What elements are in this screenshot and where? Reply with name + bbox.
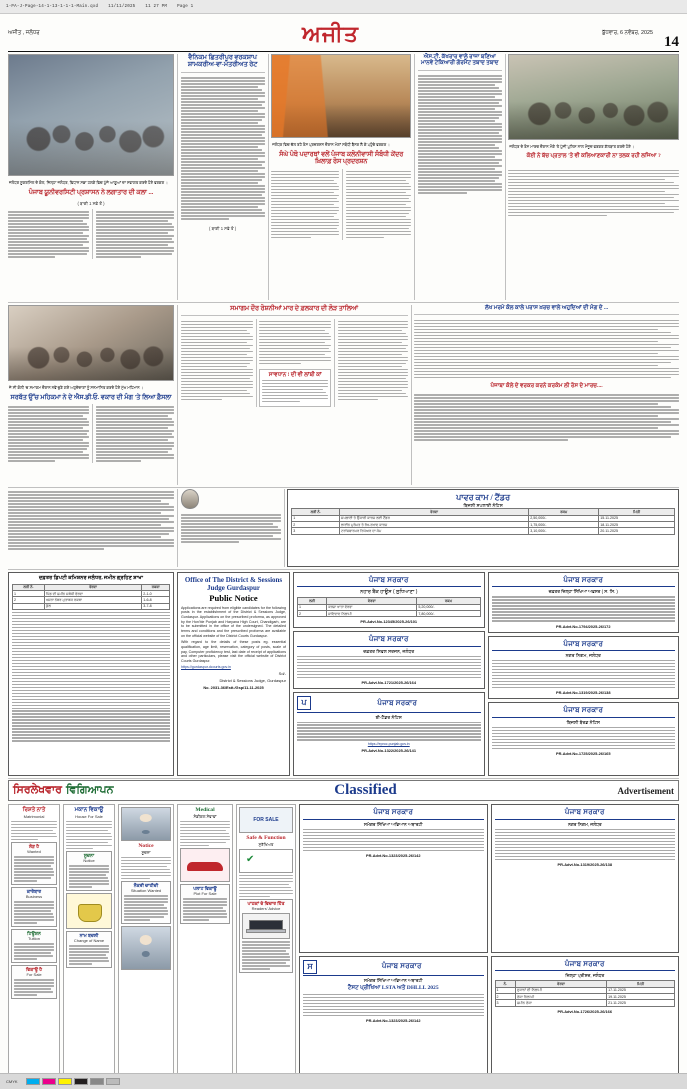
- classified-heading: Notice: [138, 843, 154, 850]
- second-col-3: [414, 305, 679, 485]
- cell: 20.11.2025: [599, 528, 675, 534]
- th-0: ਨੰ.: [495, 981, 515, 987]
- note-box-text: [262, 380, 328, 403]
- classified-heading: ਨਾਮ ਬਦਲੀ: [79, 933, 99, 939]
- th-1: ਵੇਰਵਾ: [44, 584, 141, 590]
- govt-ad-sub: ਨਗਰ ਨਿਗਮ, ਜਲੰਧਰ: [565, 653, 601, 659]
- govt-ad-head: ਪੰਜਾਬ ਸਰਕਾਰ: [564, 808, 605, 817]
- cell: ਖਸਰਾ ਨੰਬਰ ਮੁਤਾਬਕ ਰਕਬਾ: [44, 597, 141, 603]
- classified-item[interactable]: [66, 931, 112, 968]
- govt-ad-sub: ਜ਼ਿਲ੍ਹਾ ਪ੍ਰੀਸ਼ਦ, ਜਲੰਧਰ: [565, 973, 605, 979]
- classified-heading: ਪਲਾਟ ਵਿਕਾਊ: [193, 886, 217, 892]
- classified-item[interactable]: [11, 929, 57, 963]
- govt-ad-ref: PR-Advt.No-1725/2025-26/165: [556, 751, 611, 757]
- classified-band: [8, 780, 679, 801]
- cell: ਜਾਇਦਾਦ ਨਿਲਾਮੀ: [327, 610, 417, 616]
- headline-pulwama: ਪੰਜਾਬ ਯੂਨੀਵਰਸਿਟੀ ਪ੍ਰਸ਼ਾਸਨ ਨੇ ਲਗਾਤਾਰ ਦੀ ਕਲਾ ...: [28, 189, 154, 197]
- headline-colony: ਸੰਘੇ ਪੰਥੋ ਪਦਾਰਥਾਂ ਵਲੋਂ ਪੰਜਾਬ ਕਲੋਨੀਵਾਸੀ ਸੰਬੰਧੀ ਕੇਂਦਰ ਖ਼ਿਲਾਫ਼ ਰੋਸ ਪ੍ਰਦਰਸ਼ਨ: [279, 151, 404, 166]
- top-col-3: [271, 54, 411, 300]
- table-row: [13, 603, 170, 609]
- public-notice-website-link[interactable]: https://gurdaspur.dcourts.gov.in: [181, 664, 231, 669]
- classified-item[interactable]: [11, 965, 57, 999]
- tender-mid: [181, 489, 281, 567]
- cell: 1,75,000/-: [529, 522, 599, 528]
- logo-text: ਅਜੀਤ: [302, 20, 359, 46]
- govt-ad-body: [297, 656, 481, 678]
- body-text-4: [418, 75, 502, 195]
- edition-label: ਅਜੀਤ , ਜਲੰਧਰ: [8, 30, 40, 36]
- classified-text: [69, 865, 109, 888]
- classified-subheading: Wanted: [27, 849, 41, 855]
- classified-subheading: Notice: [83, 858, 95, 864]
- cell: ਸਪਲਾਈ ਤੇ ਉਸਾਰੀ ਕਾਰਜ ਲਈ ਟੈਂਡਰ: [340, 515, 529, 521]
- table-row: [298, 610, 481, 616]
- classified-text: [121, 857, 171, 880]
- govt-ad-zila-parishad[interactable]: [491, 956, 680, 1089]
- tender-ad[interactable]: [287, 489, 679, 567]
- classified-text: [11, 821, 57, 841]
- classified-subheading: Plot For Sale: [193, 891, 217, 897]
- body-text-8: [414, 320, 679, 380]
- cell: ਟਰਾਂਸਫਾਰਮਰ ਰਿਪੇਅਰ ਦਾ ਕੰਮ: [340, 528, 529, 534]
- cell: 3: [495, 1000, 515, 1006]
- cell: ਕੁੱਲ: [44, 603, 141, 609]
- print-date: 11/11/2025: [108, 4, 136, 9]
- masthead: [8, 16, 679, 52]
- govt-ad-head: ਪੰਜਾਬ ਸਰਕਾਰ: [368, 575, 409, 584]
- th-2: ਰਕਮ: [417, 598, 480, 604]
- govt-ad-bijli[interactable]: [488, 702, 680, 775]
- cell: 2-1-0: [142, 591, 170, 597]
- public-notice-body: Applications are required from eligible candidates for the following posts in the establishment of the District & Sessions Judge, Gurdaspur. Applications on the prescribed proforma, as approved by the Hon'ble Punjab and Haryana High Court, Chandigarh, are to be submitted in the office of the undersigned. The detailed terms and conditions and the prescribed proforma are available on the official website of the District Courts Gurdaspur.: [181, 605, 286, 638]
- govt-ad-sub: ਬਿਜਲੀ ਬੋਰਡ ਨੋਟਿਸ: [566, 719, 600, 725]
- govt-ad-ref: PR-Advt.No-12345/2025-26/101: [360, 619, 418, 625]
- classified-text: [124, 895, 168, 921]
- classified-heading: ਕਾਰੋਬਾਰ: [26, 889, 42, 895]
- cell: 1-6-8: [142, 597, 170, 603]
- classified-subheading: Situation Wanted: [130, 888, 162, 894]
- govt-ad-ref: PR-Advt.No-1323/2025-26/142: [366, 853, 421, 859]
- body-text-3b: [346, 171, 411, 240]
- cell: 2,50,000/-: [529, 515, 599, 521]
- classified-subheading: ਸੁਰੱਖਿਅਤ: [258, 841, 274, 847]
- top-col-4: [418, 54, 502, 300]
- public-notice-ad[interactable]: [177, 572, 290, 776]
- color-swatches: [26, 1078, 120, 1085]
- govt-ad-head: ਪੰਜਾਬ ਸਰਕਾਰ: [377, 698, 418, 707]
- govt-ad-head: ਪੰਜਾਬ ਸਰਕਾਰ: [563, 575, 604, 584]
- govt-ad-bank-table: [297, 597, 481, 617]
- govt-ad-ref: PR-Advt.No-1319/2025-26/138: [556, 690, 611, 696]
- headline-chhitanpur: ਵੈਨਿਕਮ ਛਿਤਰੀਪੁਰ ਵਰਕਸ਼ਾਪ ਸ਼ਾਮਕਰੀਅ-ਵਾ-ਮੰਤਰੀਅਤ ਰੇਟ: [187, 54, 258, 69]
- cell: ਦੁਕਾਨਾਂ ਦੀ ਨਿਲਾਮੀ: [515, 987, 606, 993]
- classified-column-5: [236, 804, 296, 1089]
- govt-ad-sub: ਦਫ਼ਤਰ ਸਿਵਲ ਸਰਜਨ, ਜਲੰਧਰ: [363, 648, 415, 654]
- govt-ad-education[interactable]: [488, 572, 680, 633]
- tender-logo-icon: ਪ: [297, 696, 311, 710]
- classified-item[interactable]: [239, 899, 293, 973]
- govt-ad-sub: ਸਮੱਗਰ ਸਿੱਖਿਆ ਅਭਿਆਨ ਅਥਾਰਟੀ: [363, 978, 423, 984]
- photo-caption-mla: ਜਲੰਧਰ ਦੇ ਰੋਸ ਮਾਰਚ ਦੌਰਾਨ ਮੌਕੇ 'ਤੇ ਪੁੱਜੀ ਪੁਲਿਸ ਨਾਲ ਮੌਜੂਦ ਵਰਕਰ ਗੱਲਬਾਤ ਕਰਦੇ ਹੋਏ ।: [509, 144, 635, 149]
- illustration-for-sale-sign: [239, 807, 293, 833]
- govt-ad-head: ਪੰਜਾਬ ਸਰਕਾਰ: [563, 706, 604, 715]
- cell: 1: [292, 515, 340, 521]
- cell: 7,80,000/-: [417, 610, 480, 616]
- govt-ad-body: [492, 596, 676, 621]
- cell: 3,10,000/-: [529, 528, 599, 534]
- classified-text: [14, 901, 54, 924]
- govt-ad-body: [492, 660, 676, 688]
- bottom-govt-col-b: [491, 804, 680, 1089]
- govt-ad-table: [495, 980, 676, 1006]
- classified-text: [14, 856, 54, 882]
- photo-caption-colony: ਜਲੰਧਰ ਵਿਚ ਚੱਲ ਰਹੇ ਰੋਸ ਪ੍ਰਦਰਸ਼ਨ ਦੌਰਾਨ ਮੰਗਾਂ ਸਬੰਧੀ ਬੈਨਰ ਲੈ ਕੇ ਪਹੁੰਚੇ ਵਰਕਰ ।: [272, 142, 390, 147]
- th-2: ਰਕਮ: [529, 509, 599, 515]
- body-text-10: [181, 514, 281, 544]
- photo-religious-procession: [271, 54, 411, 138]
- left-notice-body: [12, 612, 170, 742]
- body-text-7b: [259, 321, 331, 366]
- illustration-person: [121, 807, 171, 841]
- notices-section: [8, 572, 679, 776]
- classified-text: [69, 945, 109, 965]
- cell: 1: [495, 987, 515, 993]
- public-notice-sign-2: District & Sessions Judge, Gurdaspur: [219, 677, 286, 683]
- cell: 2: [292, 522, 340, 528]
- cell: 1: [13, 591, 45, 597]
- classified-text: [180, 821, 230, 847]
- second-col-2: [181, 305, 408, 485]
- classified-item[interactable]: [66, 851, 112, 891]
- top-col-2: [181, 54, 265, 300]
- illustration-seated-person: [121, 926, 171, 970]
- classified-text: [66, 821, 112, 850]
- print-file-name: 1-PA-J-Page-14-1-13-1-1-1-Main.qxd: [6, 4, 99, 9]
- cell: 5,20,000/-: [417, 604, 480, 610]
- note-box-title: ਸਾਵਧਾਨ ! ਦੀ ਵੀ ਲਾਂਬੀ ਕਾਂ: [268, 371, 322, 378]
- classified-text: [239, 875, 293, 898]
- cell: ਠੇਕਾ ਨਿਲਾਮੀ: [515, 994, 606, 1000]
- govt-ad-head: ਪੰਜਾਬ ਸਰਕਾਰ: [564, 959, 605, 968]
- top-section: [8, 54, 679, 300]
- govt-ad-head: ਪੰਜਾਬ ਸਰਕਾਰ: [373, 808, 414, 817]
- illustration-laptop: [242, 913, 290, 939]
- govt-ad-ref: PR-Advt.No-1721/2025-26/164: [361, 680, 416, 685]
- emblem-icon: ਸ: [303, 960, 317, 974]
- govt-ad-head: ਪੰਜਾਬ ਸਰਕਾਰ: [368, 635, 409, 644]
- body-text-7c: [338, 321, 408, 407]
- govt-ad-sub: ਈ-ਟੈਂਡਰ ਨੋਟਿਸ: [375, 714, 402, 720]
- cell: ਜ਼ਮੀਨ ਠੇਕਾ: [515, 1000, 606, 1006]
- table-row: [292, 528, 675, 534]
- photo-award-ceremony: [8, 305, 174, 381]
- govt-ad-head: ਪੰਜਾਬ ਸਰਕਾਰ: [563, 639, 604, 648]
- classified-heading: ਨੌਕਰੀ ਚਾਹੀਦੀ: [133, 883, 159, 889]
- body-text-6a: [8, 406, 89, 463]
- classified-text: [183, 898, 227, 921]
- classified-column-3: [118, 804, 174, 1089]
- classified-item[interactable]: [180, 884, 230, 924]
- body-text-9: [8, 491, 174, 551]
- govt-ad-body: [492, 727, 676, 749]
- cell: 17.11.2025: [607, 987, 675, 993]
- govt-ads-left-col: [293, 572, 679, 776]
- classified-item[interactable]: [121, 881, 171, 924]
- continuation-note-1: ( ਬਾਕੀ 1 ਸਫ਼ੇ ਤੋਂ ): [77, 201, 105, 207]
- th-2: ਮਿਤੀ: [607, 981, 675, 987]
- govt-ad-body: [495, 829, 676, 860]
- govt-ad-eproc[interactable]: [293, 692, 485, 776]
- classified-label-left: ਸਿਰਲੇਖਵਾਰ: [13, 784, 62, 797]
- classified-item[interactable]: [11, 887, 57, 927]
- body-text-7a: [181, 321, 253, 407]
- classified-label-left-2: ਵਿਗਿਆਪਨ: [65, 784, 114, 797]
- tender-left: [8, 489, 174, 567]
- public-notice-ref: No. 2031-36/Estt./Gsp/11-11-2025: [203, 684, 264, 690]
- govt-ad-sub: ਦਫ਼ਤਰ ਜ਼ਿਲ੍ਹਾ ਸਿੱਖਿਆ ਅਫ਼ਸਰ ( ਸ. ਸਿ. ): [548, 589, 618, 595]
- govt-ad-lsta[interactable]: [299, 804, 488, 953]
- tender-ad-table: [291, 508, 675, 534]
- cell: ਕਰਜ਼ਾ ਖਾਤਾ ਵੇਰਵਾ: [327, 604, 417, 610]
- govt-col-b: [488, 572, 680, 776]
- cell: ਪਿੰਡ ਦੀ ਜ਼ਮੀਨ ਸਬੰਧੀ ਵੇਰਵਾ: [44, 591, 141, 597]
- public-notice-heading: Public Notice: [209, 592, 258, 603]
- continuation-note-2: ( ਬਾਕੀ 1 ਸਫ਼ੇ ਤੋਂ ): [209, 226, 237, 232]
- classified-label-right: Advertisement: [617, 785, 674, 796]
- illustration-checkmark: [239, 849, 293, 873]
- govt-ad-sub: ਨਹਾਰ ਬੈਂਕ ਹਾਊਸ ( ਲੁਧਿਆਣਾ ): [360, 589, 418, 596]
- classified-item[interactable]: [11, 842, 57, 885]
- govt-ad-ref: PR-Advt.No-1322/2025-26/141: [361, 748, 416, 754]
- classified-heading: ਰਿਸ਼ਤੇ ਨਾਤੇ: [22, 807, 46, 814]
- govt-col-a: [293, 572, 485, 776]
- govt-ad-body: [303, 829, 484, 851]
- classified-heading: ਸੂਚਨਾ: [83, 853, 95, 859]
- classified-heading: ਲੋੜ ਹੈ: [28, 844, 40, 850]
- classified-text: [14, 979, 54, 996]
- left-notice-ad[interactable]: [8, 572, 174, 776]
- cell: ਲਾਈਨ ਮੁਰੰਮਤ ਤੇ ਰੱਖ-ਰਖਾਵ ਕਾਰਜ: [340, 522, 529, 528]
- headline-samagam: ਸਮਾਗਮ ਦੌਰ ਰੋਸ਼ਨੀਆਂ ਮਾਰ ਦੇ ਫ਼ਲਕਾਰ ਦੀ ਲੋੜ ਤਾਲਿਆਂ: [230, 304, 358, 312]
- th-0: ਲੜੀ ਨੰ.: [13, 584, 45, 590]
- govt-ad-sub: ਨਗਰ ਨਿਗਮ, ਜਲੰਧਰ: [567, 821, 602, 827]
- govt-ad-sub: ਸਮੱਗਰ ਸਿੱਖਿਆ ਅਭਿਆਨ ਅਥਾਰਟੀ: [363, 821, 423, 827]
- cell: 1: [298, 604, 327, 610]
- left-notice-table: [12, 584, 170, 610]
- cell: [13, 603, 45, 609]
- exam-name-label: ਟੈਸਟ ਪ੍ਰੀਖਿਆ LSTA ਅਤੇ DHLLL 2025: [347, 985, 439, 992]
- masthead-right: [406, 30, 680, 50]
- th-1: ਵੇਰਵਾ: [340, 509, 529, 515]
- left-notice-title: ਦਫ਼ਤਰ ਡਿਪਟੀ ਕਮਿਸ਼ਨਰ ਜਲੰਧਰ, ਜਮੀਨ ਗ੍ਰਹਿਣ ਸ਼ਾਖਾ: [38, 574, 143, 581]
- th-2: ਰਕਬਾ: [142, 584, 170, 590]
- photo-police-march: [508, 54, 679, 140]
- govt-ad-body: [303, 994, 484, 1016]
- photo-caption-1: ਜਲੰਧਰ ਸ਼ੂਗਰਮਿੱਲ ਦੇ ਕੋਲ, ਜ਼ਿਲ੍ਹਾ ਜਲੰਧਰ, ਵਿਧਾਨ ਸਭਾ ਹਲਕੇ ਵਿਚ ਪੁੱਜੇ ਆਗੂਆਂ ਦਾ ਸਵਾਗਤ ਕਰਦੇ ਹੋਏ ਵਰਕਰ ।: [9, 180, 168, 185]
- classified-column-1: [8, 804, 60, 1089]
- page-number: 14: [664, 34, 679, 50]
- public-notice-note: With regard to the details of these posts eg. essential qualification, age limit, reservation, category of posts, scale of pay, Computer proficiency test, last date of receipt of applications and other particulars, please visit the official website of District Courts Gurdaspur.: [181, 640, 286, 664]
- cell: 21.11.2025: [607, 1000, 675, 1006]
- cell: 3: [292, 528, 340, 534]
- body-text-6b: [96, 406, 174, 463]
- tender-ad-sub: ਬਿਜਲੀ ਸਪਲਾਈ ਨੋਟਿਸ: [463, 503, 503, 509]
- body-text-3a: [271, 171, 339, 240]
- avatar: [181, 489, 199, 509]
- classified-text: [242, 941, 290, 970]
- classified-subheading: For Sale: [26, 972, 42, 978]
- headline-sarbat: ਸਰਬੱਤ ਉੱਚ ਮਹਿਕਮਾ ਨੇ ਦੇ ਐਸ.ਡੀ.ਓ. ਵਕਾਰ ਦੀ ਮੰਗ 'ਤੇ ਲਿਆ ਫ਼ੈਸਲਾ: [10, 393, 172, 401]
- classified-subheading: Business: [25, 894, 43, 900]
- classified-subheading: ਸੂਚਨਾ: [141, 849, 151, 855]
- body-text-5: [508, 170, 679, 218]
- subheadline-pension: ਪੰਜਾਬਾ ਕੋਲੇ ਦੇ ਵਰਕਰ ਕਰਨੇ ਕਰਕੇਮ ਲੀ ਰੋਸ ਦੇ ਮਾਰਚ....: [490, 382, 603, 389]
- tender-ad-title: ਪਾਵਰ ਕਾਮ / ਟੈਂਡਰ: [456, 493, 511, 503]
- classified-column-4: [177, 804, 233, 1089]
- top-col-1: [8, 54, 174, 300]
- cell: 3-7-8: [142, 603, 170, 609]
- issue-date: ਬੁੱਧਵਾਰ, 6 ਨਵੰਬਰ, 2025: [602, 30, 653, 36]
- second-section: [8, 305, 679, 485]
- cell: 2: [298, 610, 327, 616]
- body-text-1b: [96, 211, 174, 259]
- classified-subheading: Matrimonial: [23, 813, 45, 819]
- print-header-bar: [0, 0, 687, 14]
- classified-section: [8, 804, 679, 1089]
- bottom-govt-col-a: [299, 804, 488, 1089]
- govt-ad-bank[interactable]: [293, 572, 485, 628]
- eproc-website-link[interactable]: https://eproc.punjab.gov.in: [367, 742, 410, 747]
- table-row: [495, 1000, 675, 1006]
- govt-ad-body: [297, 722, 481, 741]
- body-text-1a: [8, 211, 89, 259]
- body-text-2: [181, 77, 265, 221]
- classified-heading: ਵਿਕਾਊ ਹੈ: [25, 967, 43, 973]
- classified-subheading: House For Sale: [75, 813, 103, 819]
- headline-pension: ਲੱਖ ਮਰਮੇ ਕੋਲ ਕਾਲੇ ਪਰਾਸ ਖ਼ਰਚ ਵਾਲੇ ਅਹੁਦਿਆਂ ਦੀ ਮੰਗ ਦੇ ...: [485, 304, 609, 311]
- th-1: ਵੇਰਵਾ: [327, 598, 417, 604]
- th-1: ਵੇਰਵਾ: [515, 981, 606, 987]
- classified-heading: ਪਾਠਕਾਂ ਦੇ ਵਿਚਾਰ ਹਿੱਤ: [247, 901, 285, 907]
- print-page: Page 1: [177, 4, 194, 9]
- classified-heading: Medical: [195, 807, 215, 814]
- illustration-chair: [66, 893, 112, 929]
- th-0: ਲੜੀ: [298, 598, 327, 604]
- page-body: [8, 54, 679, 1071]
- body-text-8b: [414, 394, 679, 442]
- cell: 18.11.2025: [599, 522, 675, 528]
- govt-ad-municipal[interactable]: [488, 636, 680, 700]
- second-col-1: [8, 305, 174, 485]
- illustration-car: [180, 848, 230, 882]
- photo-caption-group: ਜੇ ਸੀ ਕੋਲੀ 'ਚ ਸਮਾਗਮ ਦੌਰਾਨ ਨਵੇਂ ਚੁਣੇ ਗਏ ਅਹੁਦੇਦਾਰਾਂ ਨੂੰ ਸਨਮਾਨਿਤ ਕਰਦੇ ਹੋਏ ਮੁੱਖ ਮਹਿਮਾਨ ।: [9, 384, 144, 390]
- top-col-5: [508, 54, 679, 300]
- public-notice-office: Office of The District & Sessions Judge Gurdaspur: [184, 575, 283, 592]
- bottom-govt-ads: [299, 804, 679, 1089]
- classified-heading: Safe & Function: [246, 835, 286, 842]
- print-footer-bar: [0, 1073, 687, 1089]
- photo-crowd-protest: [8, 54, 174, 176]
- govt-ad-lsta-exam[interactable]: [299, 956, 488, 1089]
- govt-ad-ref: PR-Advt.No-1323/2025-26/142: [366, 1018, 421, 1024]
- tender-section: [8, 489, 679, 567]
- govt-ad-head: ਪੰਜਾਬ ਸਰਕਾਰ: [381, 962, 422, 971]
- govt-ad-ref: PR-Advt.No-1726/2025-26/166: [557, 1008, 612, 1014]
- print-time: 11 27 PM: [145, 4, 168, 9]
- classified-title: Classified: [334, 782, 397, 799]
- cell: 15.11.2025: [599, 515, 675, 521]
- govt-ad-ref: PR-Advt.No-1794/2025-26/172: [556, 623, 611, 629]
- classified-column-2: [63, 804, 115, 1089]
- classified-heading: ਟਿਊਸ਼ਨ: [27, 931, 41, 937]
- classified-subheading: Readers' Advice: [251, 906, 281, 912]
- classified-subheading: Tuition: [28, 936, 40, 942]
- classified-subheading: Change of Name: [73, 938, 105, 944]
- classified-subheading: ਮੈਡੀਕਲ ਸੇਵਾਵਾਂ: [193, 813, 217, 819]
- classified-text: [14, 943, 54, 960]
- cell: 2: [495, 994, 515, 1000]
- th-3: ਮਿਤੀ: [599, 509, 675, 515]
- govt-ad-health[interactable]: [293, 631, 485, 689]
- cell: 2: [13, 597, 45, 603]
- note-box-warning: [259, 369, 331, 407]
- th-0: ਲੜੀ ਨੰ.: [292, 509, 340, 515]
- classified-heading: ਮਕਾਨ ਵਿਕਾਊ: [74, 807, 104, 814]
- cmyk-label: CMYK: [6, 1079, 18, 1084]
- public-notice-sign-1: Sd/-: [278, 670, 286, 676]
- govt-ad-municipal-2[interactable]: [491, 804, 680, 953]
- newspaper-logo: [256, 20, 406, 46]
- govt-ad-ref: PR-Advt.No-1319/2025-26/138: [557, 862, 612, 868]
- subheadline-mla: ਕੋਈ ਨੇ ਬੱਚ ਪ੍ਰਤਾਲ 'ਤੇ ਵੀ ਕਲਿਆਣਕਾਰੀ ਨਾ ਤਲਕ ਰਹੀ ਲਜਿਆ ?: [526, 153, 661, 160]
- headline-mla: ਐਸ.ਟੀ. ਕੱਖਰਾਰ ਵਾਲੇ ਰਾਜਾ ਬਣਿਆ ਮਾਨਵੇ ਟੇਕਿਆਰੀ ਗੋਰਮੈਂਟ ਤਬਾਦ ਤਬਾਦ: [420, 54, 499, 67]
- cell: 19.11.2025: [607, 994, 675, 1000]
